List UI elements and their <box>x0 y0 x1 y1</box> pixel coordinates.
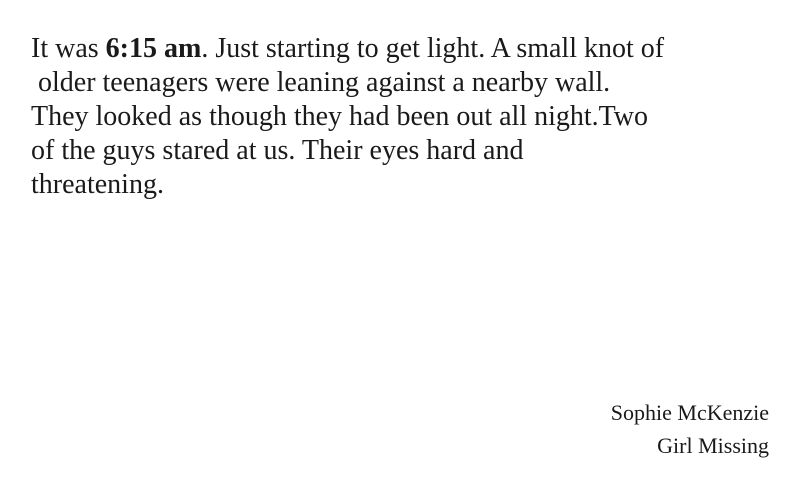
time-highlight: 6:15 am <box>105 33 202 64</box>
passage-line-1-after: . Just starting to get light. A small knot of <box>201 33 665 64</box>
passage-line-1 <box>31 32 776 66</box>
passage-line-3: They looked as though they had been out all night.Two <box>31 101 649 132</box>
author-name: Sophie McKenzie <box>610 400 769 425</box>
quote-passage <box>31 32 776 202</box>
passage-line-2: older teenagers were leaning against a nearby wall. <box>31 67 611 98</box>
passage-line-1-before: It was <box>31 33 106 64</box>
book-title: Girl Missing <box>657 433 769 458</box>
passage-line-4: of the guys stared at us. Their eyes hard and <box>31 135 524 166</box>
attribution <box>611 396 769 462</box>
passage-line-5: threatening. <box>31 169 164 200</box>
